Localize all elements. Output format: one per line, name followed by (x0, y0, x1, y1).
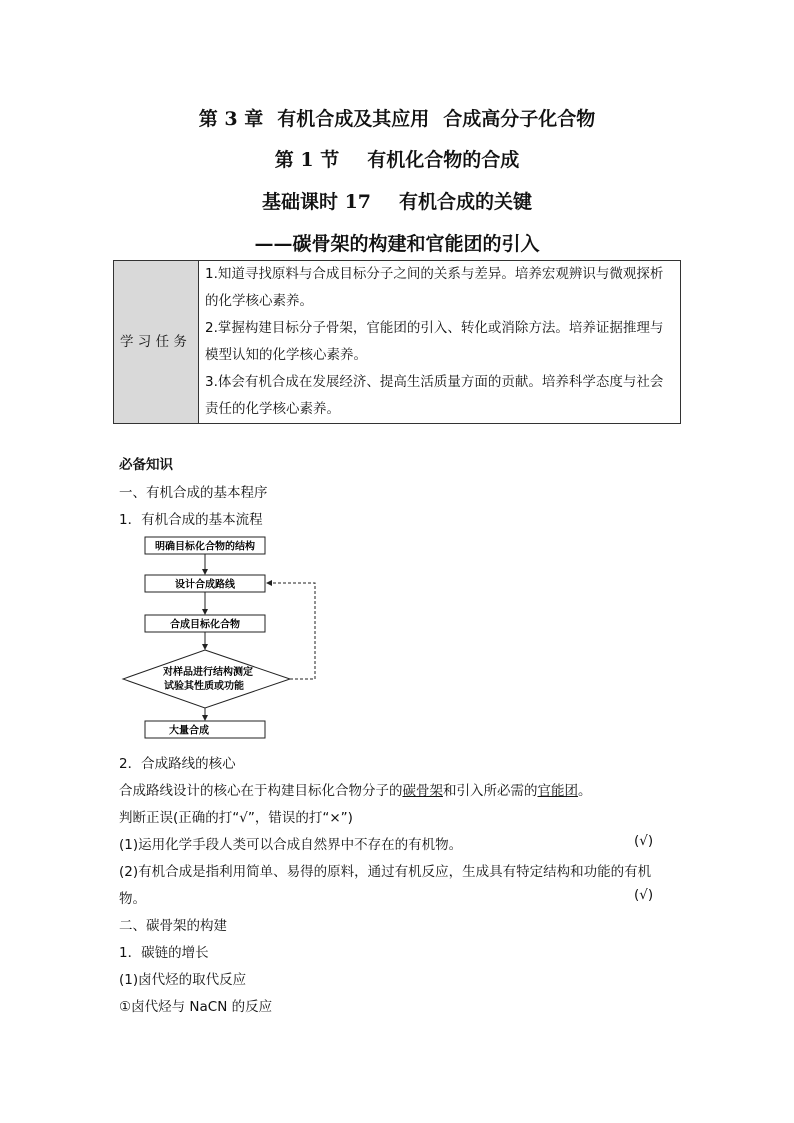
flow-step1-text: 明确目标化合物的结构 (155, 541, 255, 553)
flow-diamond-text-line2: 试验其性质或功能 (164, 681, 244, 692)
heading-nacn-reaction: ①卤代烃与 NaCN 的反应 (119, 999, 273, 1015)
question-2-line2: 物。 (119, 891, 146, 907)
lesson-title (0, 187, 794, 214)
section-name: 有机化合物的合成 (367, 149, 520, 171)
task-line: 3.体会有机合成在发展经济、提高生活质量方面的贡献。培养科学态度与社会 (205, 374, 664, 390)
chapter-name-part2: 合成高分子化合物 (443, 108, 596, 130)
flow-feedback-arrow (267, 583, 315, 679)
flow-step2-text: 设计合成路线 (175, 579, 235, 591)
lesson-subtitle: ——碳骨架的构建和官能团的引入 (254, 233, 540, 255)
heading-substitution: (1)卤代烃的取代反应 (119, 972, 247, 988)
question-1-answer: (√) (634, 833, 654, 849)
synthesis-flowchart (118, 530, 328, 745)
flow-step3-text: 合成目标化合物 (170, 619, 240, 631)
chapter-number: 第 3 章 (198, 108, 264, 130)
task-line: 1.知道寻找原料与合成目标分子之间的关系与差异。培养宏观辨识与微观探析 (205, 266, 664, 282)
heading-carbon-skeleton: 二、碳骨架的构建 (119, 918, 227, 934)
keyword-carbon-skeleton: 碳骨架 (402, 783, 443, 799)
section-number: 第 1 节 (274, 149, 340, 171)
required-knowledge-heading: 必备知识 (119, 457, 173, 473)
lesson-number: 基础课时 17 (261, 191, 372, 213)
route-core-text: 合成路线设计的核心在于构建目标化合物分子的 (119, 783, 403, 799)
lesson-name: 有机合成的关键 (399, 191, 533, 213)
question-1: (1)运用化学手段人类可以合成自然界中不存在的有机物。 (119, 837, 463, 853)
heading-route-core: 2．合成路线的核心 (119, 756, 236, 772)
chapter-name-part1: 有机合成及其应用 (277, 108, 430, 130)
chapter-title (0, 104, 794, 131)
heading-chain-growth: 1．碳链的增长 (119, 945, 209, 961)
heading-basic-flow: 1．有机合成的基本流程 (119, 512, 263, 528)
keyword-functional-group: 官能团 (537, 783, 578, 799)
judge-instruction: 判断正误(正确的打“√”，错误的打“×”) (119, 810, 353, 826)
learning-tasks-content (199, 261, 681, 424)
learning-tasks-label: 学 习 任 务 (114, 261, 199, 424)
route-core-text: 和引入所必需的 (443, 783, 538, 799)
heading-basic-procedure: 一、有机合成的基本程序 (119, 485, 268, 501)
question-2-line1: (2)有机合成是指利用简单、易得的原料，通过有机反应，生成具有特定结构和功能的有机 (119, 864, 652, 880)
task-line: 2.掌握构建目标分子骨架，官能团的引入、转化或消除方法。培养证据推理与 (205, 320, 664, 336)
task-line: 责任的化学核心素养。 (205, 401, 340, 417)
task-line: 模型认知的化学核心素养。 (205, 347, 367, 363)
flow-step5-text: 大量合成 (169, 725, 209, 737)
route-core-paragraph (119, 779, 592, 799)
flow-diamond-text-line1: 对样品进行结构测定 (163, 667, 253, 678)
section-title (0, 145, 794, 172)
question-2-answer: (√) (634, 887, 654, 903)
route-core-text: 。 (578, 783, 592, 799)
task-line: 的化学核心素养。 (205, 293, 313, 309)
learning-tasks-table (113, 260, 681, 424)
flow-diamond (123, 650, 290, 708)
